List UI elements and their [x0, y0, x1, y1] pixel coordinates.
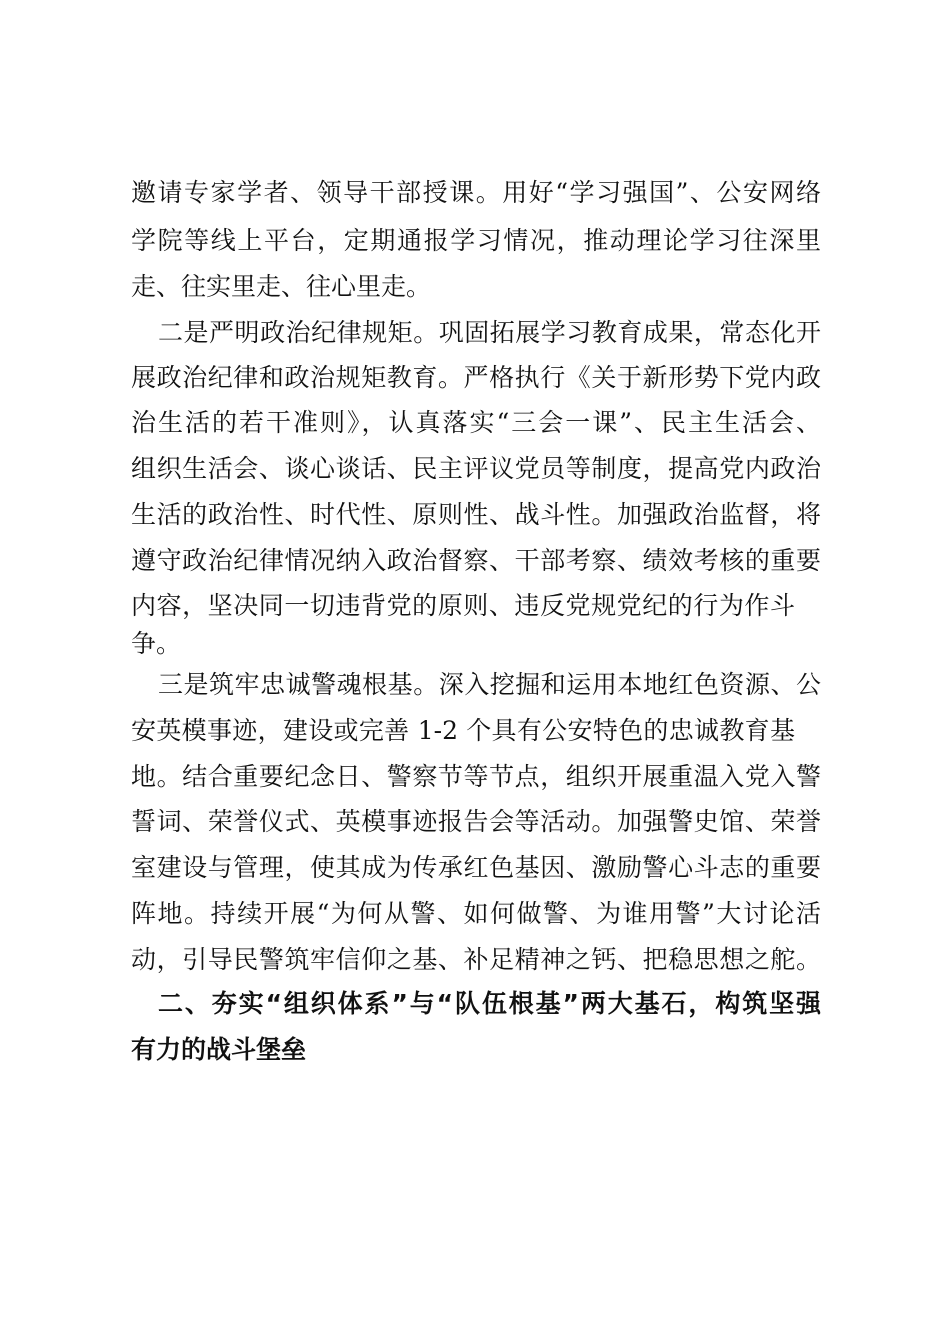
paragraph-line: 内容，坚决同一切违背党的原则、违反党规党纪的行为作斗 — [131, 591, 795, 620]
paragraph-line: 展政治纪律和政治规矩教育。严格执行《关于新形势下党内政 — [131, 363, 821, 392]
paragraph-line: 走、往实里走、往心里走。 — [131, 272, 432, 301]
paragraph-line: 地。结合重要纪念日、警察节等节点，组织开展重温入党入警 — [131, 762, 821, 791]
section-heading: 有力的战斗堡垒 — [131, 1035, 307, 1064]
paragraph-line: 动，引导民警筑牢信仰之基、补足精神之钙、把稳思想之舵。 — [131, 945, 821, 974]
paragraph-line: 遵守政治纪律情况纳入政治督察、干部考察、绩效考核的重要 — [131, 546, 821, 575]
paragraph-line: 治生活的若干准则》，认真落实“三会一课”、民主生活会、 — [131, 408, 821, 437]
paragraph-line: 组织生活会、谈心谈话、民主评议党员等制度，提高党内政治 — [131, 454, 821, 483]
paragraph-line: 三是筑牢忠诚警魂根基。深入挖掘和运用本地红色资源、公 — [158, 670, 821, 699]
paragraph-line: 室建设与管理，使其成为传承红色基因、激励警心斗志的重要 — [131, 853, 821, 882]
paragraph-line: 二是严明政治纪律规矩。巩固拓展学习教育成果，常态化开 — [158, 318, 821, 347]
paragraph-line: 学院等线上平台，定期通报学习情况，推动理论学习往深里 — [131, 226, 821, 255]
paragraph-line: 安英模事迹，建设或完善 1-2 个具有公安特色的忠诚教育基 — [131, 716, 795, 745]
paragraph-line: 誓词、荣誉仪式、英模事迹报告会等活动。加强警史馆、荣誉 — [131, 807, 821, 836]
paragraph-line: 阵地。持续开展“为何从警、如何做警、为谁用警”大讨论活 — [131, 899, 821, 928]
paragraph-line: 邀请专家学者、领导干部授课。用好“学习强国”、公安网络 — [131, 178, 821, 207]
paragraph-line: 生活的政治性、时代性、原则性、战斗性。加强政治监督，将 — [131, 500, 821, 529]
section-heading: 二、夯实“组织体系”与“队伍根基”两大基石，构筑坚强 — [158, 989, 821, 1018]
paragraph-line: 争。 — [131, 629, 182, 658]
